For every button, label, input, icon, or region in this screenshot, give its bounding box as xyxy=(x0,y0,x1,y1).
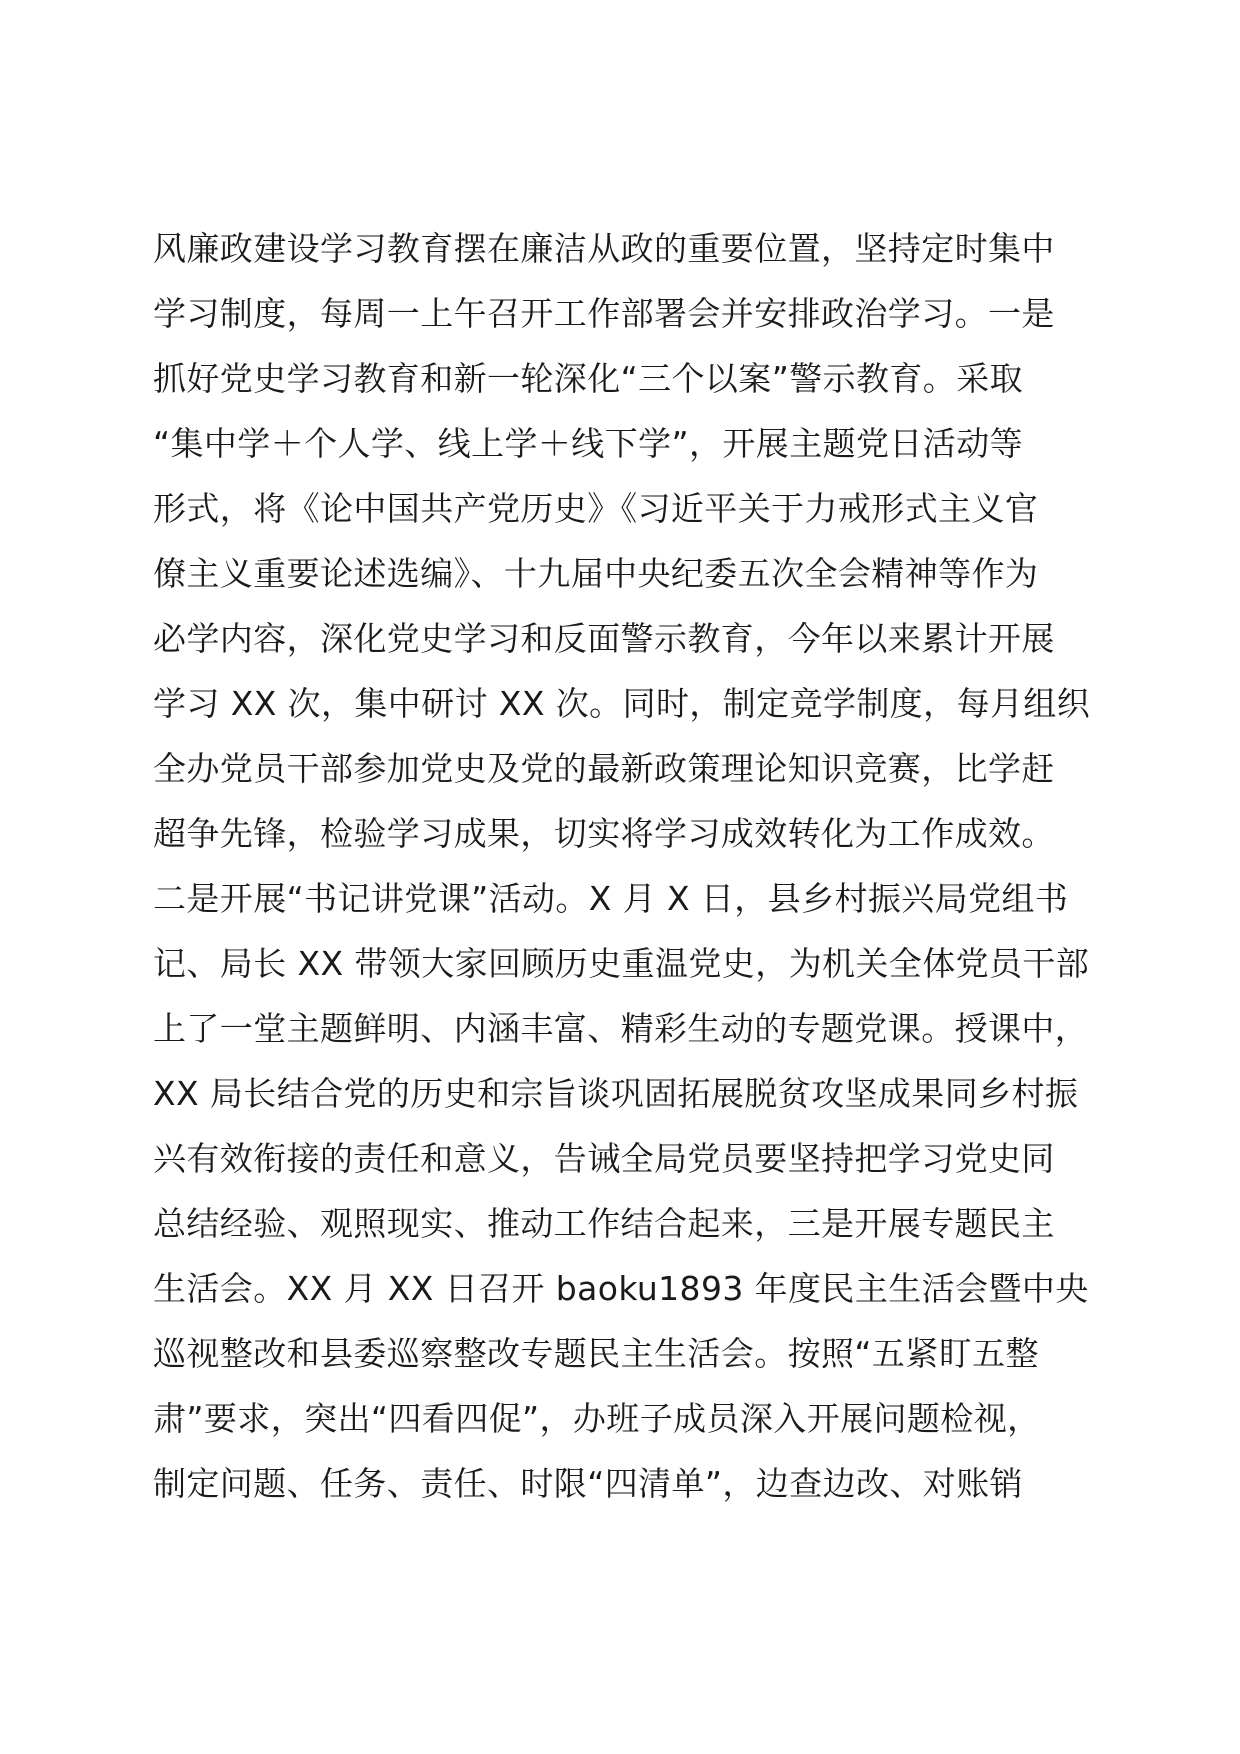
text-line: 肃”要求，突出“四看四促”，办班子成员深入开展问题检视， xyxy=(153,1399,1041,1438)
text-line: 僚主义重要论述选编》、十九届中央纪委五次全会精神等作为 xyxy=(153,554,1039,593)
text-line: 生活会。XX 月 XX 日召开 baoku1893 年度民主生活会暨中央 xyxy=(153,1269,1089,1308)
text-line: 学习 XX 次，集中研讨 XX 次。同时，制定竞学制度，每月组织 xyxy=(153,684,1091,723)
text-line: 全办党员干部参加党史及党的最新政策理论知识竞赛，比学赶 xyxy=(153,749,1055,788)
body-paragraph xyxy=(153,216,1113,1516)
text-line: 风廉政建设学习教育摆在廉洁从政的重要位置，坚持定时集中 xyxy=(153,229,1055,268)
text-line: 记、局长 XX 带领大家回顾历史重温党史，为机关全体党员干部 xyxy=(153,944,1090,983)
text-line: 上了一堂主题鲜明、内涵丰富、精彩生动的专题党课。授课中， xyxy=(153,1009,1089,1048)
text-line: XX 局长结合党的历史和宗旨谈巩固拓展脱贫攻坚成果同乡村振 xyxy=(153,1074,1079,1113)
text-line: 兴有效衔接的责任和意义，告诫全局党员要坚持把学习党史同 xyxy=(153,1139,1055,1178)
text-line: 形式，将《论中国共产党历史》《习近平关于力戒形式主义官 xyxy=(153,489,1039,528)
text-line: 二是开展“书记讲党课”活动。X 月 X 日，县乡村振兴局党组书 xyxy=(153,879,1069,918)
text-line: “集中学＋个人学、线上学＋线下学”，开展主题党日活动等 xyxy=(153,424,1023,463)
text-line: 制定问题、任务、责任、时限“四清单”，边查边改、对账销 xyxy=(153,1464,1023,1503)
text-line: 必学内容，深化党史学习和反面警示教育，今年以来累计开展 xyxy=(153,619,1055,658)
text-line: 巡视整改和县委巡察整改专题民主生活会。按照“五紧盯五整 xyxy=(153,1334,1039,1373)
text-line: 抓好党史学习教育和新一轮深化“三个以案”警示教育。采取 xyxy=(153,359,1023,398)
text-line: 总结经验、观照现实、推动工作结合起来，三是开展专题民主 xyxy=(153,1204,1055,1243)
text-line: 学习制度，每周一上午召开工作部署会并安排政治学习。一是 xyxy=(153,294,1055,333)
text-line: 超争先锋，检验学习成果，切实将学习成效转化为工作成效。 xyxy=(153,814,1055,853)
